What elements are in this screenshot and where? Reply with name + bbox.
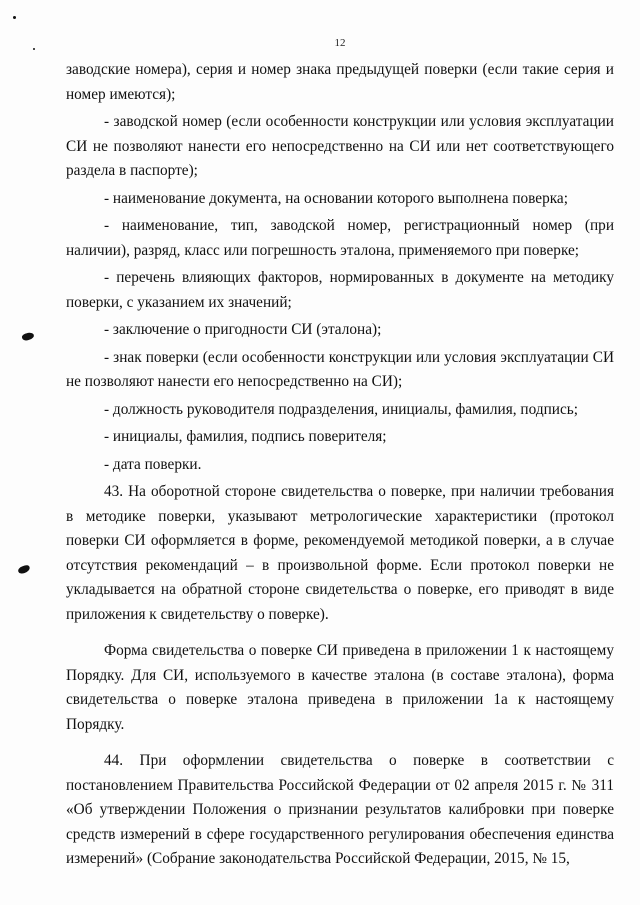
list-item-standard-details: - наименование, тип, заводской номер, регистрационный номер (при наличии), разряд, класс или погрешность эталона, применяемого при поверке;: [66, 217, 614, 259]
list-item-serial-number: - заводской номер (если особенности конструкции или условия эксплуатации СИ не позволяют нанести его непосредственно на СИ или нет соответствующего раздела в паспорте);: [66, 113, 614, 179]
document-body: [66, 58, 614, 875]
list-item-document-name: - наименование документа, на основании которого выполнена поверка;: [104, 189, 568, 207]
list-item-verification-mark: - знак поверки (если особенности конструкции или условия эксплуатации СИ не позволяют нанести его непосредственно на СИ);: [66, 348, 614, 390]
list-item-head-signature: - должность руководителя подразделения, инициалы, фамилия, подпись;: [104, 400, 578, 418]
scan-mark-lower: [17, 564, 31, 575]
paragraph-44: 44. При оформлении свидетельства о поверке в соответствии с постановлением Правительства Российской Федерации от 02 апреля 2015 г. № 311 «Об утверждении Положения о признании результатов калибровки при поверке средств измерений в сфере государственного регулирования обеспечения единства измерений» (Собрание законодательства Российской Федерации, 2015, № 15,: [66, 752, 614, 867]
page-number: 12: [334, 37, 346, 49]
paragraph-certificate-form: Форма свидетельства о поверке СИ приведена в приложении 1 к настоящему Порядку. Для СИ, используемого в качестве эталона (в составе эталона), форма свидетельства о поверке эталона приведена в приложении 1а к настоящему Порядку.: [66, 642, 614, 733]
list-item-conclusion: - заключение о пригодности СИ (эталона);: [104, 321, 382, 338]
scan-mark-middle: [21, 331, 35, 341]
list-item-influencing-factors: - перечень влияющих факторов, нормированных в документе на методику поверки, с указанием их значений;: [66, 269, 614, 311]
list-item-verification-date: - дата поверки.: [104, 455, 202, 473]
paragraph-continuation: заводские номера), серия и номер знака предыдущей поверки (если такие серия и номер имеются);: [66, 61, 614, 103]
list-item-verifier-signature: - инициалы, фамилия, подпись поверителя;: [104, 428, 387, 445]
paragraph-43: 43. На оборотной стороне свидетельства о поверке, при наличии требования в методике поверки, указывают метрологические характеристики (протокол поверки СИ оформляется в форме, рекомендуемой методикой поверки, а в случае отсутствия рекомендаций – в произвольной форме. Если протокол поверки не укладывается на обратной стороне свидетельства о поверке, его приводят в виде приложения к свидетельству о поверке).: [66, 483, 614, 623]
scan-mark-top: [13, 16, 16, 19]
